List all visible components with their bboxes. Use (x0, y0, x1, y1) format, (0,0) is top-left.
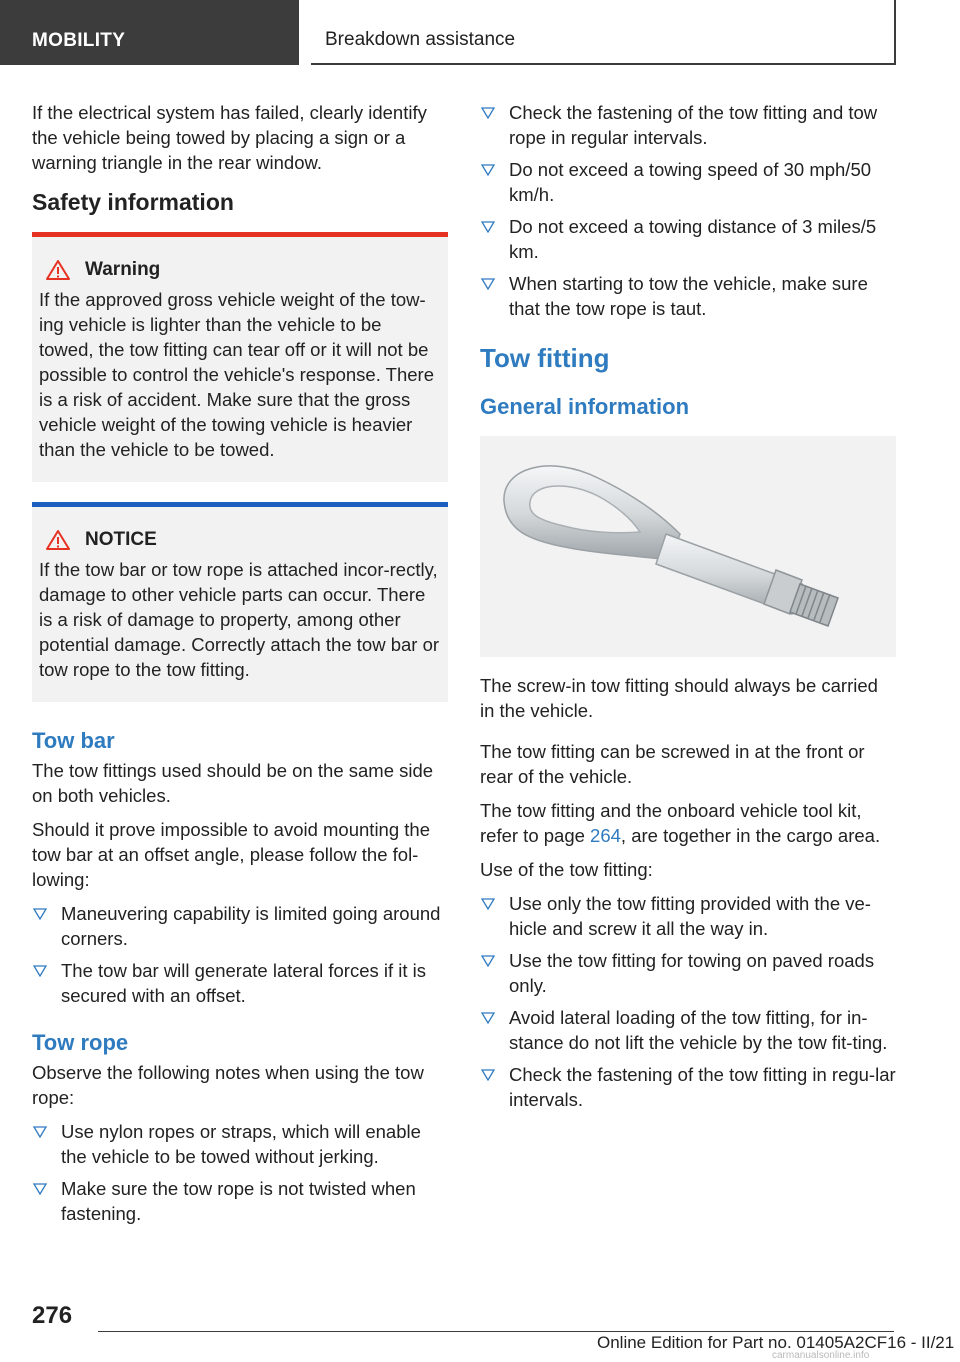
bullet-triangle-icon (33, 1183, 47, 1195)
tow-rope-paragraph: Observe the following notes when using the tow rope: (32, 1062, 424, 1108)
bullet-triangle-icon (481, 278, 495, 290)
notice-box (32, 502, 448, 702)
right-column (480, 100, 896, 1124)
tow-bar-paragraph-1: The tow fittings used should be on the same side on both vehicles. (32, 760, 434, 806)
list-item: Do not exceed a towing speed of 30 mph/50 km/h. (480, 157, 896, 207)
watermark: carmanualsonline.info (772, 1350, 870, 1361)
bullet-triangle-icon (33, 908, 47, 920)
tow-bar-list (32, 901, 448, 1008)
bullet-triangle-icon (481, 164, 495, 176)
tow-fitting-heading: Tow fitting (480, 343, 610, 373)
tow-fitting-image (480, 436, 896, 657)
fitting-paragraph-3: The tow fitting and the onboard vehicle tool kit, refer to page 264, are together in the cargo area. (480, 800, 881, 846)
list-item: Make sure the tow rope is not twisted when fastening. (32, 1176, 448, 1226)
list-item: The tow bar will generate lateral forces if it is secured with an offset. (32, 958, 448, 1008)
tow-bar-paragraph-2: Should it prove impossible to avoid mounting the tow bar at an offset angle, please follow the fol-lowing: (32, 819, 430, 890)
footer-rule (98, 1331, 894, 1332)
bullet-triangle-icon (481, 1012, 495, 1024)
bullet-triangle-icon (481, 1069, 495, 1081)
fitting-paragraph-2: The tow fitting can be screwed in at the front or rear of the vehicle. (480, 741, 865, 787)
tow-rope-heading: Tow rope (32, 1030, 129, 1055)
page-reference-link[interactable]: 264 (590, 825, 621, 846)
chapter-title: Breakdown assistance (311, 0, 896, 65)
bullet-triangle-icon (481, 221, 495, 233)
fitting-use-list (480, 891, 896, 1112)
bullet-triangle-icon (33, 965, 47, 977)
bullet-triangle-icon (481, 107, 495, 119)
tow-rope-list (32, 1119, 448, 1226)
warning-label: Warning (85, 259, 161, 280)
list-item: Avoid lateral loading of the tow fitting, for in-stance do not lift the vehicle by the tow fit-ting. (480, 1005, 896, 1055)
towing-rules-list (480, 100, 896, 321)
intro-paragraph: If the electrical system has failed, clearly identify the vehicle being towed by placing a sign or a warning triangle in the rear window. (32, 102, 427, 173)
list-item: Do not exceed a towing distance of 3 miles/5 km. (480, 214, 896, 264)
fitting-paragraph-4: Use of the tow fitting: (480, 859, 653, 880)
tow-bar-heading: Tow bar (32, 728, 115, 753)
section-tab: MOBILITY (0, 0, 299, 65)
notice-text: If the tow bar or tow rope is attached incor-rectly, damage to other vehicle parts can occur. There is a risk of damage to property, among other potential damage. Correctly attach the tow bar or tow rope to the tow fitting. (39, 559, 440, 680)
notice-triangle-icon (45, 529, 71, 551)
warning-header (39, 259, 440, 281)
bullet-triangle-icon (33, 1126, 47, 1138)
safety-heading: Safety information (32, 189, 234, 215)
list-item: Check the fastening of the tow fitting and tow rope in regular intervals. (480, 100, 896, 150)
edition-text: Online Edition for Part no. 01405A2CF16 - II/21 (597, 1333, 955, 1352)
warning-triangle-icon (45, 259, 71, 281)
left-column (32, 100, 448, 1238)
warning-text: If the approved gross vehicle weight of the tow-ing vehicle is lighter than the vehicle to be towed, the tow fitting can tear off or it will not be possible to control the vehicle's response. There is a risk of accident. Make sure that the gross vehicle weight of the towing vehicle is heavier than the vehicle to be towed. (39, 289, 434, 460)
list-item: Use only the tow fitting provided with the ve-hicle and screw it all the way in. (480, 891, 896, 941)
fitting-paragraph-1: The screw-in tow fitting should always be carried in the vehicle. (480, 675, 878, 721)
tow-fitting-illustration (480, 436, 896, 657)
notice-header (39, 529, 440, 551)
general-information-heading: General information (480, 394, 690, 419)
bullet-triangle-icon (481, 898, 495, 910)
list-item: Maneuvering capability is limited going around corners. (32, 901, 448, 951)
bullet-triangle-icon (481, 955, 495, 967)
list-item: Check the fastening of the tow fitting in regu-lar intervals. (480, 1062, 896, 1112)
page-number: 276 (32, 1302, 73, 1329)
notice-label: NOTICE (85, 529, 157, 550)
list-item: When starting to tow the vehicle, make sure that the tow rope is taut. (480, 271, 896, 321)
warning-box (32, 232, 448, 482)
list-item: Use nylon ropes or straps, which will enable the vehicle to be towed without jerking. (32, 1119, 448, 1169)
list-item: Use the tow fitting for towing on paved roads only. (480, 948, 896, 998)
